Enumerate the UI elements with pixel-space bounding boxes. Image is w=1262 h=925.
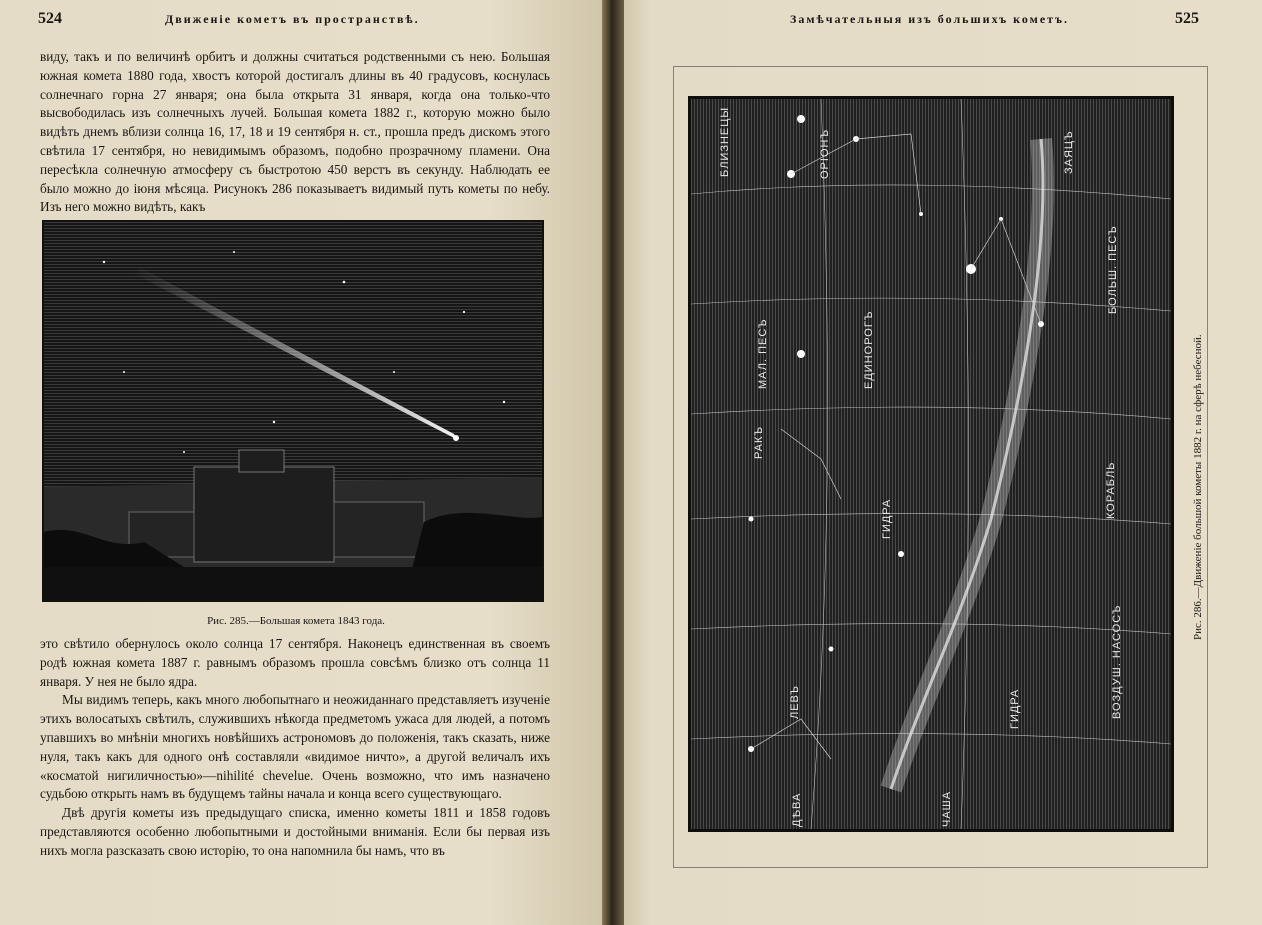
body-text-bottom [40, 635, 550, 861]
figure-caption-285: Рис. 285.—Большая комета 1843 года. [207, 615, 385, 627]
book-gutter [602, 0, 624, 925]
constellation-label: ЛЕВЪ [789, 685, 801, 719]
constellation-label: БОЛЬШ. ПЕСЪ [1107, 225, 1119, 314]
constellation-label: ГИДРА [881, 498, 893, 539]
constellation-label: ЗАЯЦЪ [1063, 130, 1075, 174]
paragraph-continued: это свѣтило обернулось около солнца 17 сентября. Наконецъ единственная въ своемъ родѣ южная комета 1887 г. равнымъ образомъ прошла совсѣмъ близко отъ солнца 11 января. У нея не было ядра. [40, 636, 550, 689]
constellation-label: ОРІОНЪ [819, 128, 831, 179]
paragraph-top-text: виду, такъ и по величинѣ орбитъ и должны считаться родственными съ нею. Большая южная комета 1880 года, хвостъ которой достигалъ длины въ 40 градусовъ, коснулась солнечнаго горна 27 января; она была открыта 31 января, когда она только-что высвободилась изъ солнечныхъ лучей. Большая комета 1882 г., которую можно было видѣть днемъ вблизи солнца 16, 17, 18 и 19 сентября н. ст., прошла предъ дискомъ этого свѣтила 17 сентября, но невидимымъ образомъ, подобно прозрачному пламени. Она пересѣкла солнечную атмосферу съ быстротою 450 верстъ въ секунду. Наблюдать ее было можно до іюня мѣсяца. Рисунокъ 286 показываетъ видимый путь кометы по небу. Изъ него можно видѣть, какъ [40, 49, 550, 215]
figure-caption-286: Рис. 286.—Движеніе большой кометы 1882 г. на сферѣ небесной. [1192, 334, 1204, 640]
page-number-right: 525 [1175, 10, 1199, 27]
comet-engraving [42, 220, 544, 602]
constellation-label: ДѢВА [791, 792, 803, 827]
page-number-left: 524 [38, 10, 62, 27]
paragraph-2: Мы видимъ теперь, какъ много любопытнаго и неожиданнаго представляетъ изученіе этихъ волосатыхъ свѣтилъ, служившихъ нѣкогда предметомъ ужаса для людей, а потомъ упавшихъ во мнѣніи многихъ новѣйшихъ астрономовъ до положенія, такъ сказать, ниже нуля, такъ какъ для одного онѣ составляли «видимое ничто», а другой величалъ ихъ «косматой нигиличностью»—nihilité chevelue. Очень возможно, что имъ назначено судьбою открыть намъ въ будущемъ тайны начала и конца всего существующаго. [40, 692, 550, 802]
constellation-label: МАЛ. ПЕСЪ [757, 318, 769, 389]
constellation-label: ГИДРА [1009, 688, 1021, 729]
constellation-label: ВОЗДУШ. НАСОСЪ [1111, 604, 1123, 719]
running-head-left: Движеніе кометъ въ пространствѣ. [165, 12, 420, 26]
running-head-right: Замѣчательныя изъ большихъ кометъ. [790, 12, 1070, 26]
paragraph-3: Двѣ другія кометы изъ предыдущаго списка, именно кометы 1811 и 1858 годовъ представляются особенно любопытными и достойными вниманія. Если бы первая изъ нихъ могла разсказать свою исторію, то она напомнила бы намъ, что въ [40, 805, 550, 858]
left-page [0, 0, 612, 925]
constellation-label: БЛИЗНЕЦЫ [719, 106, 731, 177]
constellation-label: ЧАША [941, 790, 953, 827]
star-chart [688, 96, 1174, 832]
paragraph-top [40, 48, 550, 217]
constellation-label: КОРАБЛЬ [1105, 461, 1117, 519]
constellation-label: ЕДИНОРОГЪ [863, 310, 875, 389]
constellation-label: РАКЪ [753, 425, 765, 459]
